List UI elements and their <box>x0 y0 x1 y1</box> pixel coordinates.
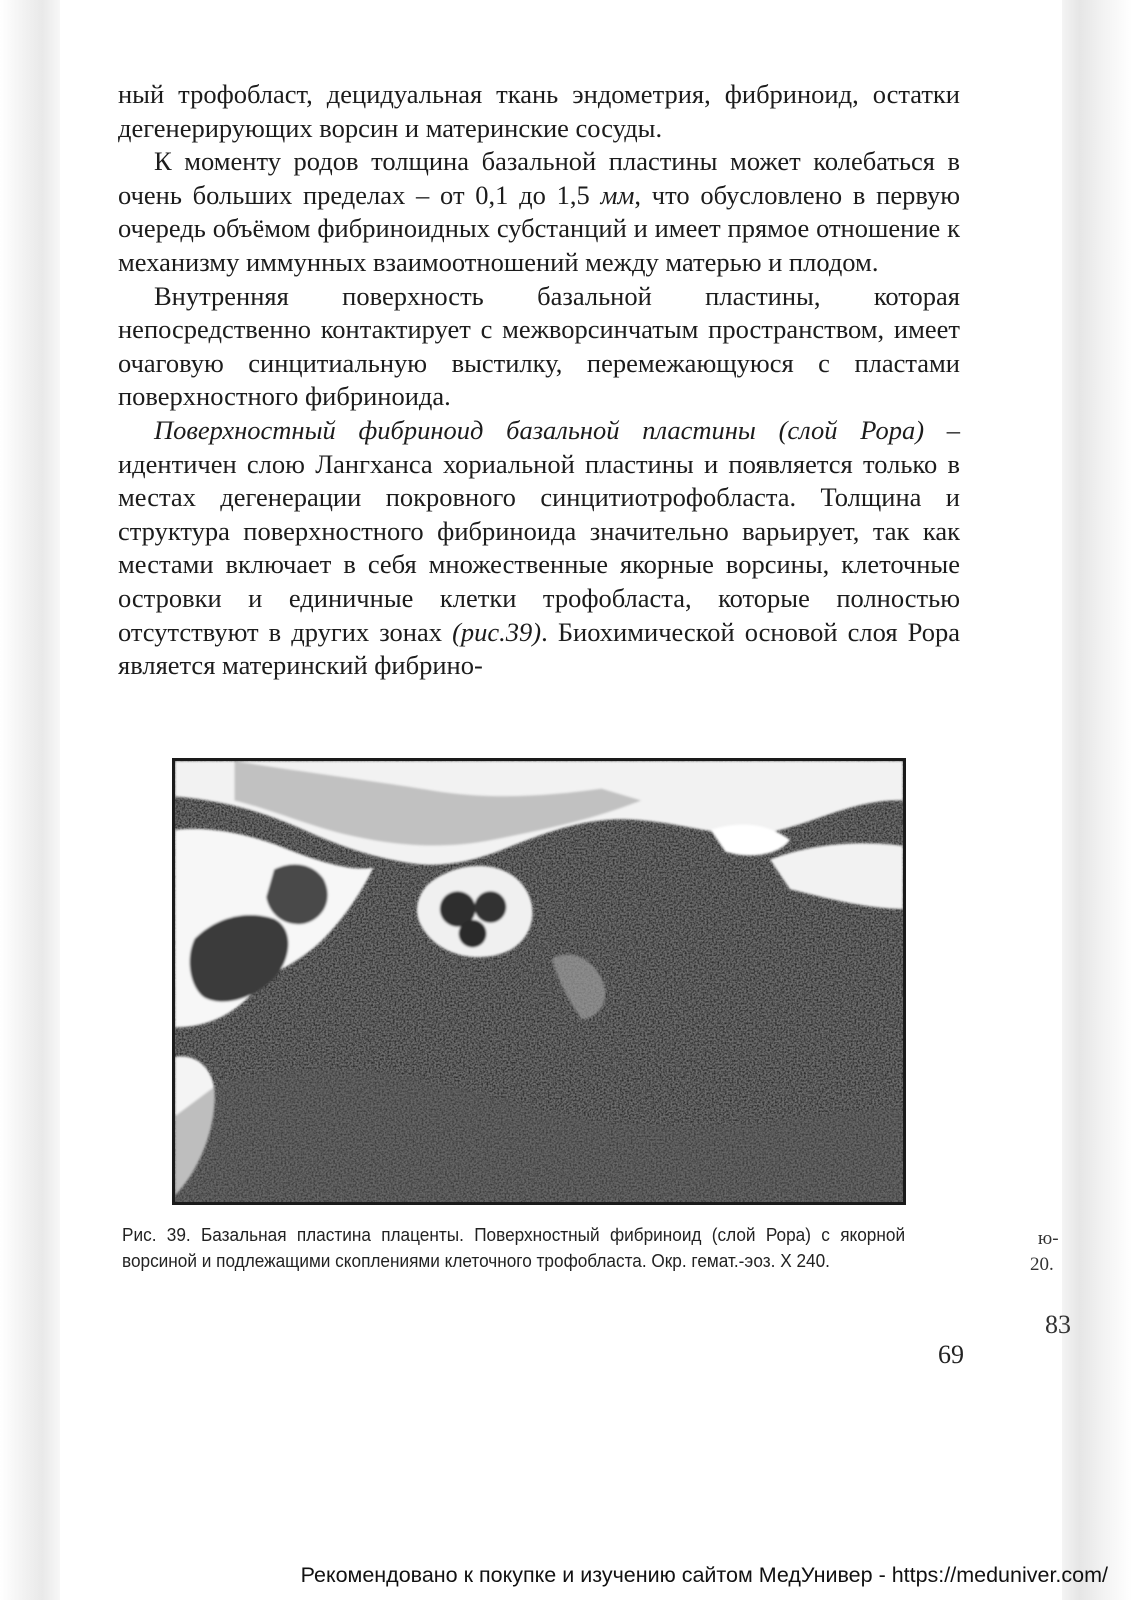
page-number: 69 <box>938 1340 964 1369</box>
paragraph-4: Поверхностный фибриноид базальной пластины (слой Рора) – идентичен слою Лангханса хориальной пластины и появляется только в местах дегенерации покровного синцитиотрофобласта. Толщина и структура поверхностного фибриноида значительно варьирует, так как местами включает в себя множественные якорные ворсины, клеточные островки и единичные клетки трофобласта, которые полностью отсутствуют в других зонах (рис.39). Биохимической основой слоя Рора является материнский фибрино- <box>118 414 960 681</box>
facing-page-number: 83 <box>1045 1310 1071 1339</box>
facing-page-edge <box>1062 0 1132 1600</box>
page-gutter-shadow <box>0 0 60 1600</box>
histology-micrograph <box>172 758 906 1205</box>
unit-mm: мм <box>600 179 635 210</box>
footer-recommendation-link[interactable]: Рекомендовано к покупке и изучению сайтом МедУнивер - https://meduniver.com/ <box>300 1563 1108 1587</box>
body-text <box>118 78 960 683</box>
term-rohr-layer: Поверхностный фибриноид базальной пластины (слой Рора) – <box>154 414 960 445</box>
paragraph-2: К моменту родов толщина базальной пластины может колебаться в очень больших пределах – от 0,1 до 1,5 мм, что обусловлено в первую очередь объёмом фибриноидных субстанций и имеет прямое отношение к механизму иммунных взаимоотношений между матерью и плодом. <box>118 146 960 277</box>
paragraph-3: Внутренняя поверхность базальной пластины, которая непосредственно контактирует с межворсинчатым пространством, имеет очаговую синцитиальную выстилку, перемежающуюся с пластами поверхностного фибриноида. <box>118 280 960 412</box>
figure-caption: Рис. 39. Базальная пластина плаценты. Поверхностный фибриноид (слой Рора) с якорной ворсиной и подлежащими скоплениями клеточного трофобласта. Окр. гемат.-эоз. Х 240. <box>122 1224 906 1271</box>
facing-page-fragment-2: 20. <box>1030 1254 1054 1275</box>
facing-page-fragment-1: ю- <box>1038 1228 1059 1249</box>
paragraph-1: ный трофобласт, децидуальная ткань эндометрия, фибриноид, остатки дегенерирующих ворсин и материнские сосуды. <box>118 79 960 143</box>
figure-reference: (рис.39) <box>452 616 542 647</box>
micrograph-image <box>175 761 903 1202</box>
